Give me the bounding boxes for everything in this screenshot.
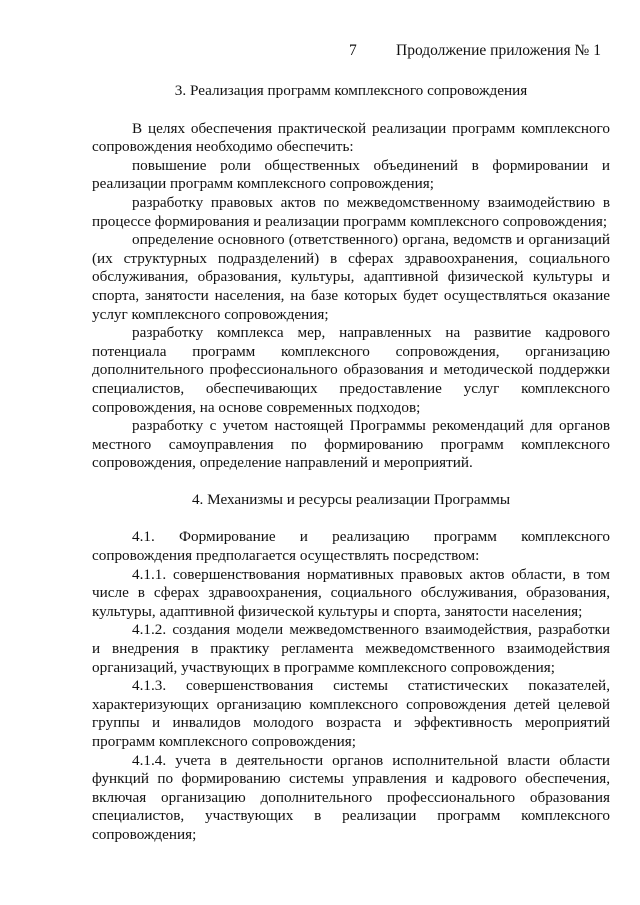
page-header xyxy=(0,42,640,64)
section-3-item-paragraph: разработку с учетом настоящей Программы рекомендаций для органов местного самоуправления по формированию программ комплексного сопровождения, определение направлений и мероприятий. xyxy=(92,417,610,472)
appendix-continuation-note: Продолжение приложения № 1 xyxy=(396,42,601,59)
section-4-intro-paragraph: 4.1. Формирование и реализацию программ комплексного сопровождения предполагается осуществлять посредством: xyxy=(92,528,610,565)
document-body xyxy=(92,82,610,845)
section-4-item-paragraph: 4.1.4. учета в деятельности органов исполнительной власти области функций по формированию системы управления и кадрового обеспечения, включая организацию дополнительного профессионального образования специалистов, участвующих в реализации программ комплексного сопровождения; xyxy=(92,751,610,843)
section-3-item-paragraph: разработку правовых актов по межведомственному взаимодействию в процессе формирования и реализации программ комплексного сопровождения; xyxy=(92,193,610,230)
page-number: 7 xyxy=(349,42,357,59)
section-4-item-paragraph: 4.1.1. совершенствования нормативных правовых актов области, в том числе в сферах здравоохранения, социального обслуживания, образования, культуры, адаптивной физической культуры и спорта, занятости населения; xyxy=(92,565,610,620)
section-3-intro-paragraph: В целях обеспечения практической реализации программ комплексного сопровождения необходимо обеспечить: xyxy=(92,119,610,156)
section-3-item-paragraph: разработку комплекса мер, направленных на развитие кадрового потенциала программ комплексного сопровождения, организацию дополнительного профессионального образования и методической поддержки специалистов, обеспечивающих предоставление услуг комплексного сопровождения, на основе современных подходов; xyxy=(92,324,610,416)
section-3-item-paragraph: определение основного (ответственного) органа, ведомств и организаций (их структурных подразделений) в сферах здравоохранения, социального обслуживания, образования, культуры, адаптивной физической культуры и спорта, занятости населения, на базе которых будет осуществляться оказание услуг комплексного сопровождения; xyxy=(92,231,610,323)
section-3-title: 3. Реализация программ комплексного сопровождения xyxy=(174,82,528,99)
section-4-title: 4. Механизмы и ресурсы реализации Программы xyxy=(191,490,511,508)
section-3-item-paragraph: повышение роли общественных объединений в формировании и реализации программ комплексного сопровождения; xyxy=(92,156,610,193)
section-4-item-paragraph: 4.1.3. совершенствования системы статистических показателей, характеризующих организацию комплексного сопровождения детей целевой группы и инвалидов молодого возраста и эффективность мероприятий программ комплексного сопровождения; xyxy=(92,677,610,750)
section-4-item-paragraph: 4.1.2. создания модели межведомственного взаимодействия, разработки и внедрения в практику регламента межведомственного взаимодействия организаций, участвующих в программе комплексного сопровождения; xyxy=(92,621,610,676)
